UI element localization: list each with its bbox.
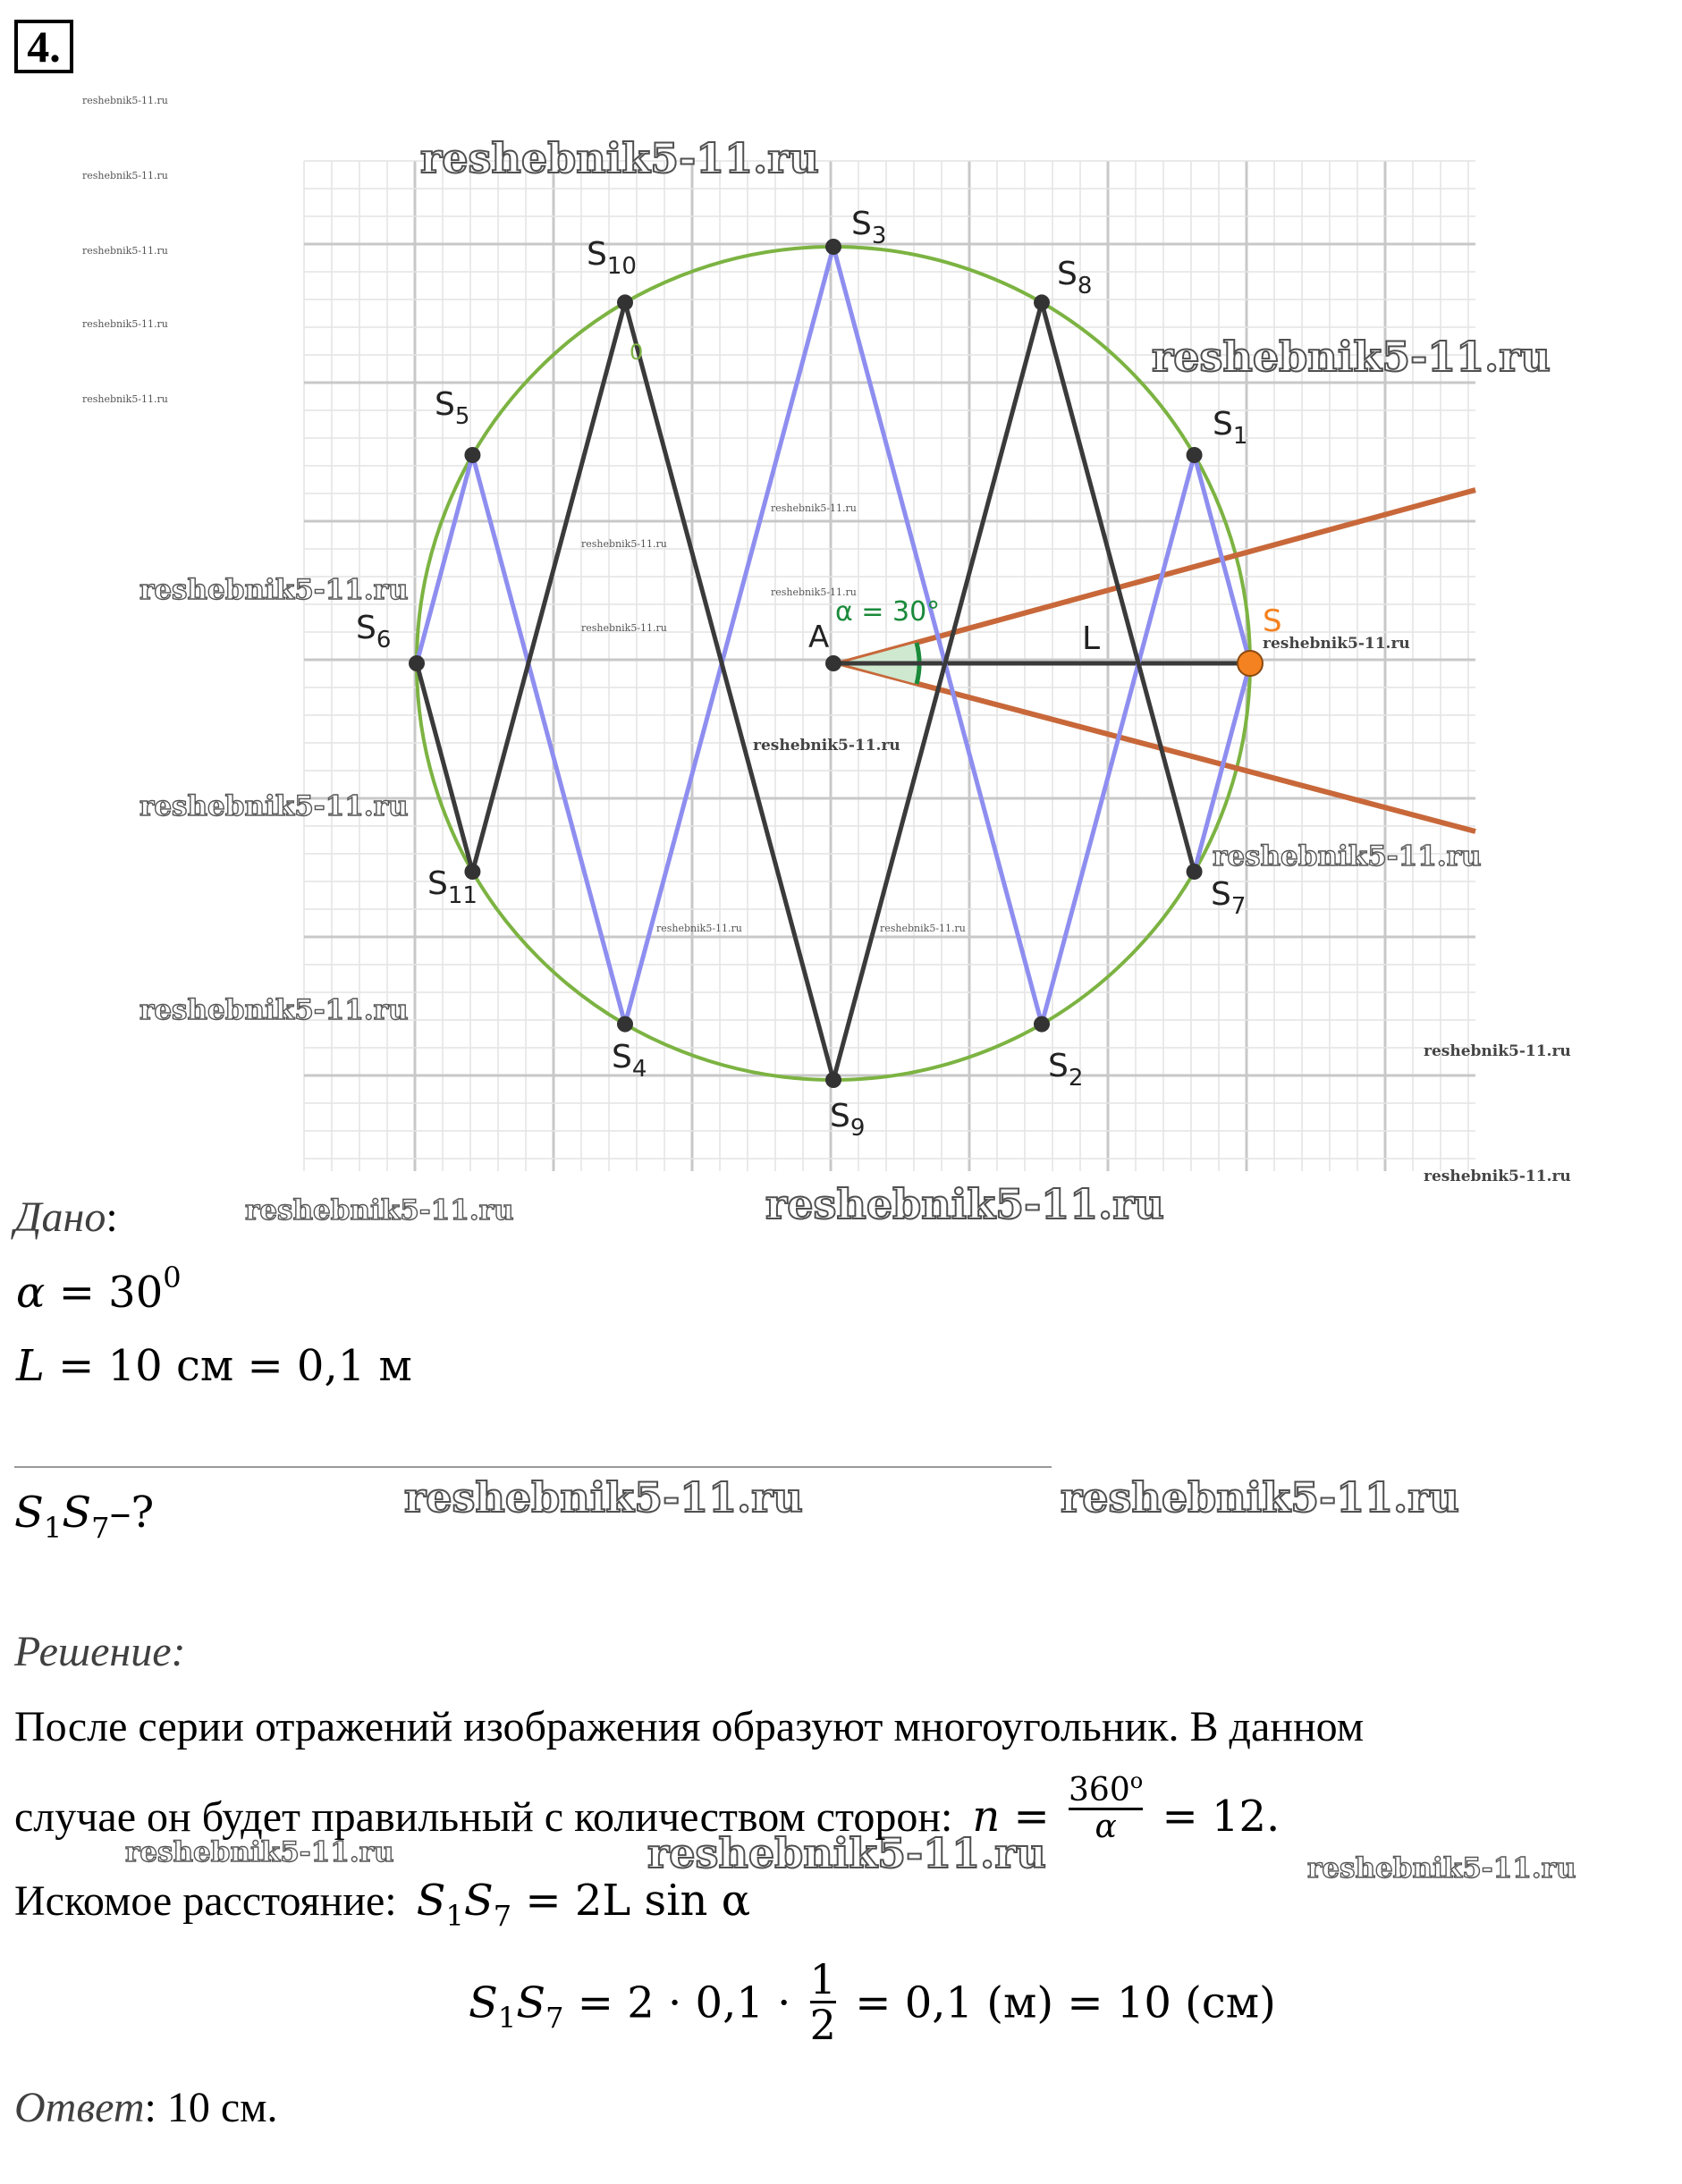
watermark: reshebnik5-11.ru (1213, 840, 1482, 873)
task-number: 4. (14, 20, 73, 73)
label-S3: $S_3$ (851, 206, 887, 249)
point-S11 (464, 864, 480, 880)
watermark: reshebnik5-11.ru (647, 1829, 1046, 1877)
solution-para2: случае он будет правильный с количеством сторон: n = $\frac{360^o}{\alpha}$ = 12. (14, 1768, 1281, 1845)
label-S2: $S_2$ (1048, 1048, 1084, 1092)
point-S2 (1034, 1016, 1050, 1033)
answer-line: Ответ: 10 см. (14, 2084, 278, 2131)
given-length: L = 10 см = 0,1 м (16, 1341, 412, 1391)
small-label: 0 (630, 340, 644, 365)
given-divider (14, 1466, 1052, 1468)
point-S8 (1034, 294, 1050, 310)
watermark: reshebnik5-11.ru (771, 502, 857, 514)
solution-para3: Искомое расстояние: $S_1S_7 = 2L$ sin α (14, 1876, 751, 1933)
point-S1 (1187, 447, 1203, 463)
watermark: reshebnik5-11.ru (1307, 1852, 1576, 1885)
black-ray-path (417, 302, 1195, 1080)
watermark: reshebnik5-11.ru (125, 1836, 394, 1868)
watermark: reshebnik5-11.ru (656, 923, 742, 934)
angle-label: α = 30° (835, 596, 941, 628)
solution-heading: Решение: (14, 1628, 186, 1675)
watermark: reshebnik5-11.ru (1263, 635, 1410, 653)
watermark: reshebnik5-11.ru (880, 923, 966, 934)
watermark: reshebnik5-11.ru (1152, 333, 1551, 381)
watermark: reshebnik5-11.ru (1061, 1473, 1459, 1522)
point-S5 (464, 447, 480, 463)
point-S3 (825, 239, 841, 255)
watermark: reshebnik5-11.ru (139, 790, 409, 822)
watermark: reshebnik5-11.ru (139, 574, 409, 606)
watermark: reshebnik5-11.ru (82, 95, 168, 106)
watermark: reshebnik5-11.ru (1424, 1042, 1571, 1060)
find-line: $S_1S_7-$? (14, 1488, 155, 1545)
label-A: A (808, 620, 830, 655)
point-S (1238, 651, 1263, 676)
label-S8: $S_8$ (1057, 256, 1093, 299)
point-S7 (1187, 864, 1203, 880)
label-S6: $S_6$ (356, 610, 392, 654)
solution-calc: $S_1S_7 = 2 \cdot 0,1$ · $\frac{1}{2}$ = 0,1 (м) = 10 (см) (469, 1955, 1276, 2050)
given-alpha: $\alpha = 30^0$ (16, 1261, 182, 1318)
watermark: reshebnik5-11.ru (771, 586, 857, 598)
label-S11: $S_{11}$ (427, 865, 478, 909)
label-S1: $S_1$ (1213, 406, 1248, 450)
label-S9: $S_9$ (830, 1098, 866, 1142)
watermark: reshebnik5-11.ru (581, 622, 667, 634)
point-S4 (617, 1016, 633, 1033)
watermark: reshebnik5-11.ru (581, 538, 667, 550)
given-heading: Дано: (14, 1193, 118, 1241)
watermark: reshebnik5-11.ru (82, 245, 168, 257)
point-A (825, 655, 841, 671)
label-S5: $S_5$ (435, 386, 470, 430)
label-L: L (1082, 620, 1101, 657)
label-S4: $S_4$ (612, 1039, 647, 1083)
label-S: S (1263, 603, 1282, 639)
watermark: reshebnik5-11.ru (420, 134, 819, 182)
solution-para1: После серии отражений изображения образуют многоугольник. В данном (14, 1703, 1365, 1750)
watermark: reshebnik5-11.ru (245, 1194, 514, 1227)
point-S10 (617, 294, 633, 310)
point-S9 (825, 1072, 841, 1088)
label-S10: $S_{10}$ (587, 236, 637, 280)
watermark: reshebnik5-11.ru (82, 318, 168, 330)
watermark: reshebnik5-11.ru (765, 1180, 1164, 1228)
mirror-lower (841, 663, 1475, 831)
watermark: reshebnik5-11.ru (82, 393, 168, 405)
watermark: reshebnik5-11.ru (139, 994, 409, 1026)
watermark: reshebnik5-11.ru (753, 737, 900, 755)
watermark: reshebnik5-11.ru (1424, 1168, 1571, 1185)
label-S7: $S_7$ (1211, 876, 1247, 920)
watermark: reshebnik5-11.ru (82, 170, 168, 181)
point-S6 (409, 655, 425, 671)
watermark: reshebnik5-11.ru (404, 1473, 803, 1522)
